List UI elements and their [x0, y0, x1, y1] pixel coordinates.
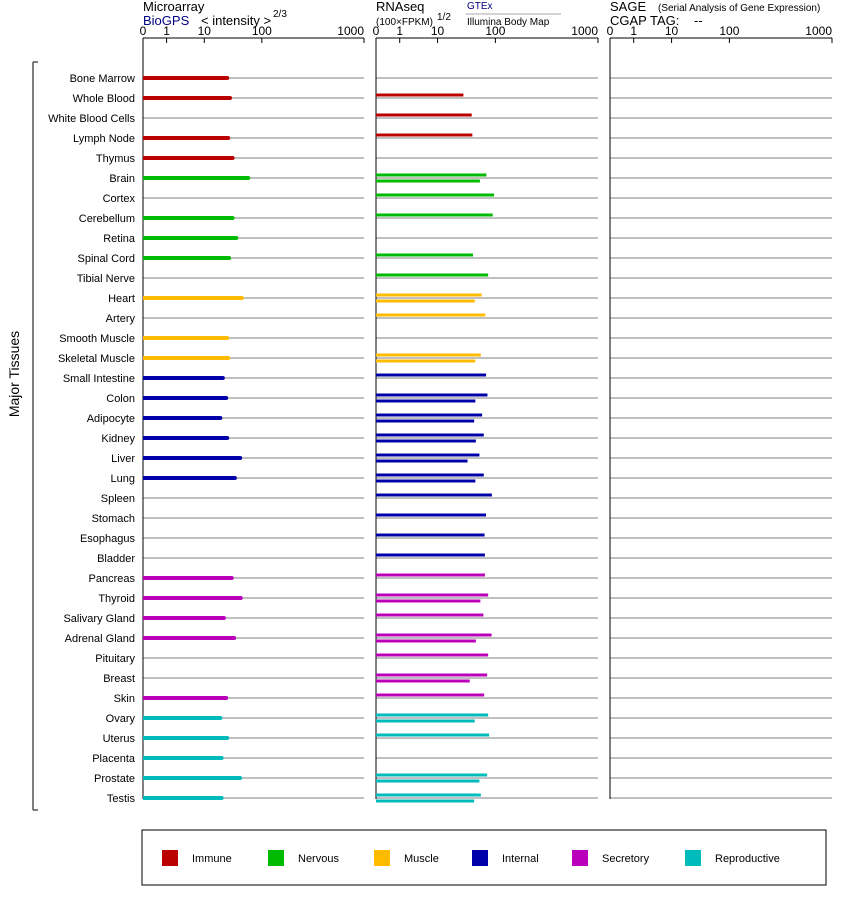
microarray-bar-end	[225, 76, 229, 80]
legend	[142, 830, 826, 885]
x-tick-label: 1	[630, 24, 638, 38]
tissue-labels	[48, 73, 136, 805]
legend-label: Internal	[502, 853, 539, 865]
microarray-bar-end	[228, 96, 232, 100]
sage-panel	[607, 24, 833, 799]
rnaseq-unit: (100×FPKM)	[376, 17, 433, 28]
legend-swatch	[572, 850, 588, 866]
x-tick-label: 100	[251, 24, 272, 38]
major-tissues-label: Major Tissues	[6, 330, 22, 418]
tissue-label: Testis	[106, 793, 135, 805]
legend-swatch	[374, 850, 390, 866]
tissue-label: Uterus	[102, 733, 135, 745]
rnaseq-panel	[373, 24, 599, 801]
intensity-scale-label: < intensity >	[201, 13, 272, 28]
cgap-tag-label: CGAP TAG:	[610, 13, 680, 28]
microarray-bar-end	[220, 796, 224, 800]
microarray-bar-end	[224, 396, 228, 400]
microarray-title: Microarray	[143, 0, 205, 14]
tissue-label: Ovary	[105, 713, 135, 725]
microarray-bar-end	[233, 476, 237, 480]
microarray-bar-end	[225, 736, 229, 740]
x-tick-label: 100	[485, 24, 506, 38]
tissue-label: Cortex	[102, 193, 135, 205]
tissue-label: Prostate	[94, 773, 135, 785]
tissue-label: Colon	[106, 393, 135, 405]
legend-swatch	[162, 850, 178, 866]
rnaseq-unit-exponent: 1/2	[437, 12, 451, 23]
x-tick-label: 10	[664, 24, 679, 38]
microarray-bar-end	[221, 376, 225, 380]
x-tick-label: 10	[197, 24, 211, 38]
x-tick-label: 100	[719, 24, 740, 38]
microarray-bar-end	[240, 296, 244, 300]
x-tick-label: 0	[606, 24, 614, 38]
tissue-label: Brain	[109, 173, 135, 185]
tissue-label: Esophagus	[79, 533, 135, 545]
x-tick-label: 10	[430, 24, 445, 38]
microarray-bar-end	[239, 596, 243, 600]
tissue-label: Stomach	[91, 513, 135, 525]
tissue-label: Salivary Gland	[63, 613, 135, 625]
tissue-label: Artery	[105, 313, 135, 325]
tissue-label: Whole Blood	[72, 93, 135, 105]
legend-swatch	[685, 850, 701, 866]
tissue-label: Smooth Muscle	[59, 333, 135, 345]
gtex-link[interactable]: GTEx	[467, 1, 493, 12]
tissue-label: Retina	[103, 233, 135, 245]
rnaseq-title: RNAseq	[376, 0, 425, 14]
legend-swatch	[472, 850, 488, 866]
microarray-bar-end	[224, 696, 228, 700]
tissue-label: Skeletal Muscle	[57, 353, 135, 365]
tissue-label: Bladder	[97, 553, 135, 565]
tissue-label: Pancreas	[88, 573, 135, 585]
tissue-label: White Blood Cells	[48, 113, 135, 125]
tissue-label: Lung	[110, 473, 135, 485]
microarray-bar-end	[218, 716, 222, 720]
legend-label: Reproductive	[715, 853, 780, 865]
x-tick-label: 1	[396, 24, 404, 38]
tissue-label: Heart	[108, 293, 135, 305]
legend-label: Nervous	[298, 853, 339, 865]
microarray-bar-end	[227, 256, 231, 260]
tissue-label: Spinal Cord	[77, 253, 135, 265]
tissue-label: Cerebellum	[78, 213, 135, 225]
legend-swatch	[268, 850, 284, 866]
x-tick-label: 1000	[571, 24, 598, 38]
microarray-bar-end	[232, 636, 236, 640]
microarray-bar-end	[222, 616, 226, 620]
microarray-bar-end	[226, 136, 230, 140]
tissue-label: Thymus	[95, 153, 135, 165]
tissue-label: Spleen	[100, 493, 135, 505]
microarray-bar-end	[220, 756, 224, 760]
x-tick-label: 1000	[805, 24, 832, 38]
microarray-bar-end	[234, 236, 238, 240]
chart-panels	[140, 24, 833, 801]
tissue-label: Pituitary	[95, 653, 135, 665]
sage-title: SAGE	[610, 0, 647, 14]
tissue-label: Small Intestine	[62, 373, 135, 385]
tissue-label: Lymph Node	[73, 133, 135, 145]
microarray-bar-end	[238, 456, 242, 460]
microarray-bar-end	[231, 156, 235, 160]
microarray-bar-end	[226, 356, 230, 360]
sage-header	[610, 0, 820, 28]
microarray-bar-end	[225, 336, 229, 340]
microarray-bar-end	[246, 176, 250, 180]
tissue-label: Adipocyte	[86, 413, 135, 425]
tissue-group-bracket	[6, 62, 38, 810]
biogps-link[interactable]: BioGPS	[143, 13, 190, 28]
intensity-scale-exponent: 2/3	[273, 9, 287, 20]
sage-subtitle: (Serial Analysis of Gene Expression)	[658, 3, 821, 14]
tissue-label: Liver	[111, 453, 135, 465]
microarray-bar-end	[230, 576, 234, 580]
microarray-panel	[140, 24, 365, 800]
legend-label: Immune	[192, 853, 232, 865]
microarray-bar-end	[225, 436, 229, 440]
cgap-tag-value: --	[694, 13, 703, 28]
legend-label: Muscle	[404, 853, 439, 865]
tissue-label: Kidney	[101, 433, 135, 445]
x-tick-label: 0	[372, 24, 380, 38]
illumina-body-map-label: Illumina Body Map	[467, 17, 550, 28]
x-tick-label: 1	[163, 24, 170, 38]
tissue-label: Breast	[103, 673, 135, 685]
rnaseq-header	[376, 0, 561, 28]
microarray-bar-end	[238, 776, 242, 780]
tissue-label: Bone Marrow	[69, 73, 135, 85]
tissue-label: Tibial Nerve	[76, 273, 135, 285]
x-tick-label: 0	[139, 24, 147, 38]
microarray-bar-end	[218, 416, 222, 420]
tissue-label: Skin	[113, 693, 135, 705]
tissue-label: Thyroid	[98, 593, 135, 605]
tissue-label: Placenta	[92, 753, 135, 765]
x-tick-label: 1000	[337, 24, 364, 38]
microarray-bar-end	[231, 216, 235, 220]
tissue-label: Adrenal Gland	[64, 633, 135, 645]
legend-label: Secretory	[602, 853, 650, 865]
